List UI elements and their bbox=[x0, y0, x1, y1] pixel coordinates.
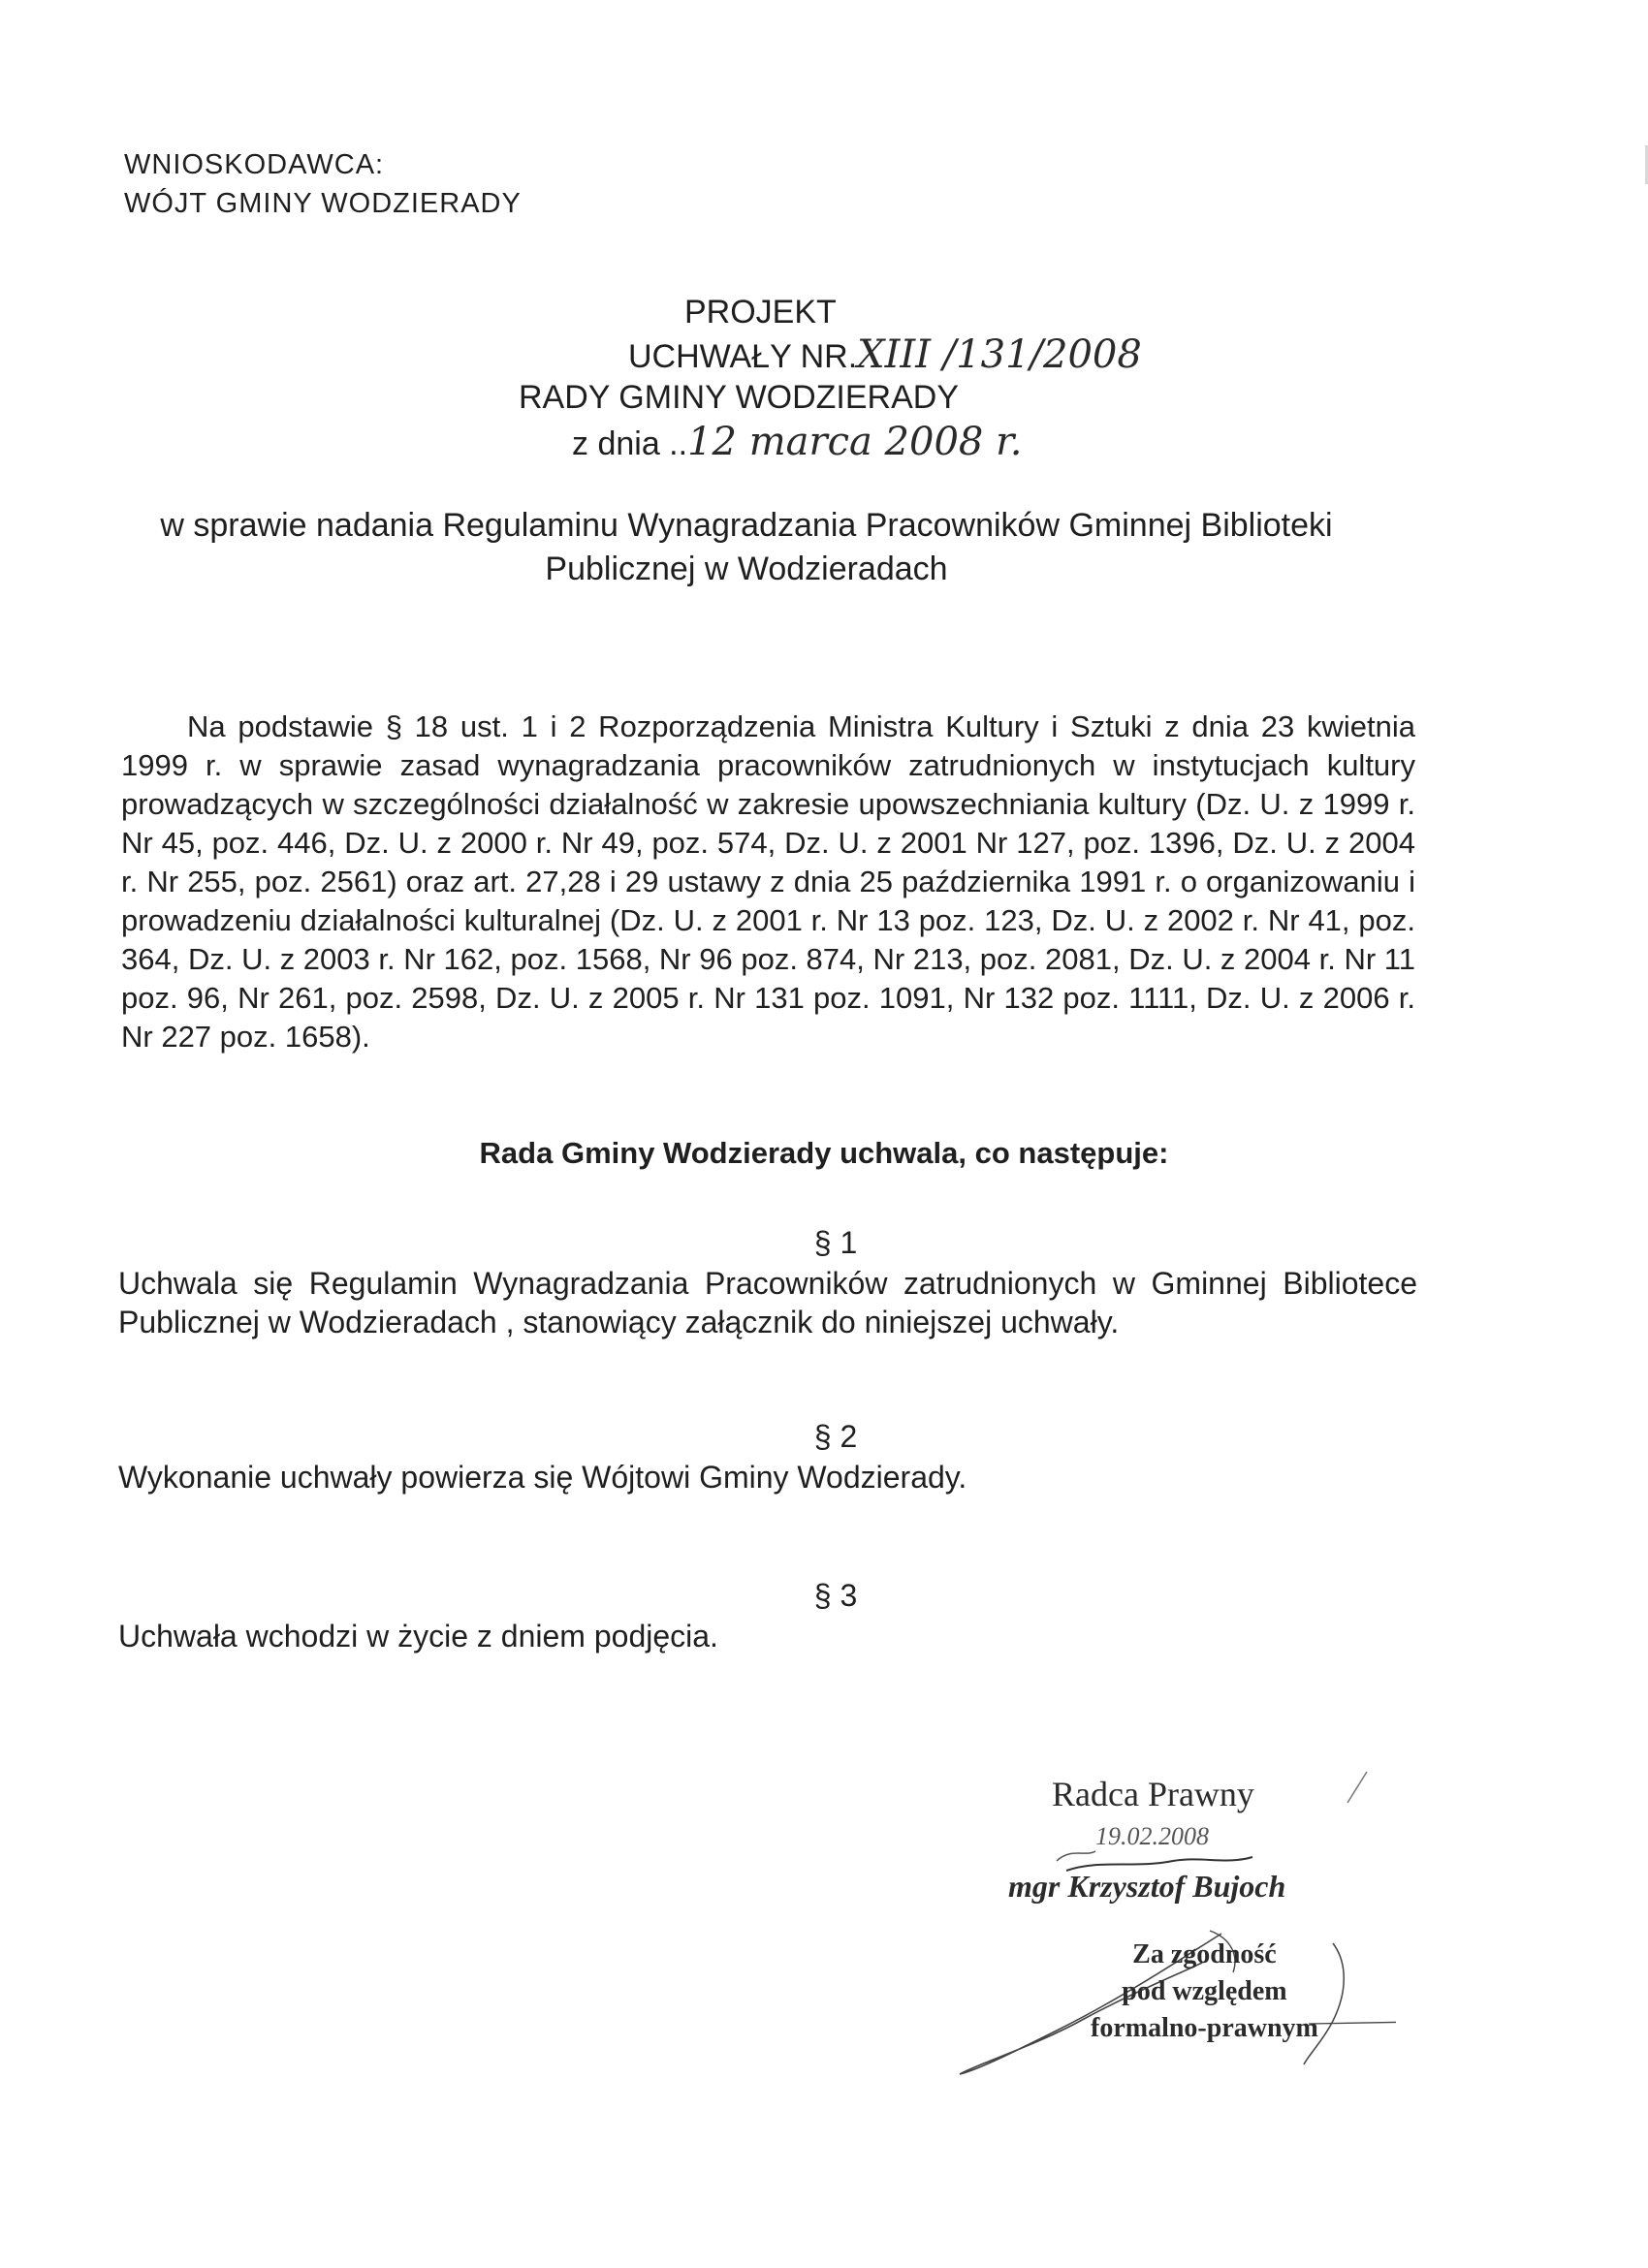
resolution-number-prefix: UCHWAŁY NR. bbox=[628, 338, 858, 375]
project-label: PROJEKT bbox=[684, 294, 837, 331]
section-3 bbox=[118, 1576, 1417, 1655]
stamp-name: mgr Krzysztof Bujoch bbox=[1008, 1869, 1286, 1904]
resolution-subject: w sprawie nadania Regulaminu Wynagradzania Pracowników Gminnej Biblioteki Publicznej w Wodzieradach bbox=[160, 507, 1333, 587]
applicant-block bbox=[124, 145, 522, 223]
section-3-mark: § 3 bbox=[813, 1578, 858, 1613]
section-2 bbox=[118, 1417, 1417, 1496]
stamp-line-3: formalno-prawnym bbox=[1091, 2013, 1318, 2043]
legal-basis-paragraph: Na podstawie § 18 ust. 1 i 2 Rozporządzenia Ministra Kultury i Sztuki z dnia 23 kwietnia 1999 r. w sprawie zasad wynagradzania pracowników zatrudnionych w instytucjach kultury prowadzących w szczególności działalność w zakresie upowszechniania kultury (Dz. U. z 1999 r. Nr 45, poz. 446, Dz. U. z 2000 r. Nr 49, poz. 574, Dz. U. z 2001 Nr 127, poz. 1396, Dz. U. z 2004 r. Nr 255, poz. 2561) oraz art. 27,28 i 29 ustawy z dnia 25 października 1991 r. o organizowaniu i prowadzeniu działalności kulturalnej (Dz. U. z 2001 r. Nr 13 poz. 123, Dz. U. z 2002 r. Nr 41, poz. 364, Dz. U. z 2003 r. Nr 162, poz. 1568, Nr 96 poz. 874, Nr 213, poz. 2081, Dz. U. z 2004 r. Nr 11 poz. 96, Nr 261, poz. 2598, Dz. U. z 2005 r. Nr 131 poz. 1091, Nr 132 poz. 1111, Dz. U. z 2006 r. Nr 227 poz. 1658). bbox=[121, 709, 1415, 1054]
resolution-date bbox=[572, 421, 1023, 465]
resolution-number-handwritten: XIII /131/2008 bbox=[857, 332, 1142, 377]
applicant-name: WÓJT GMINY WODZIERADY bbox=[124, 188, 522, 219]
stamp-line-1: Za zgodność bbox=[1132, 1939, 1277, 1969]
stamp-line-2: pod względem bbox=[1122, 1976, 1287, 2006]
council-name: RADY GMINY WODZIERADY bbox=[519, 379, 960, 416]
decision-heading: Rada Gminy Wodzierady uchwala, co następuje: bbox=[479, 1136, 1169, 1170]
section-1-text: Uchwala się Regulamin Wynagradzania Pracowników zatrudnionych w Gminnej Bibliotece Publicznej w Wodzieradach , stanowiący załącznik do niniejszej uchwały. bbox=[118, 1266, 1417, 1339]
legal-basis bbox=[121, 708, 1415, 1056]
section-1-mark: § 1 bbox=[813, 1225, 858, 1260]
section-1 bbox=[118, 1223, 1417, 1341]
stamp-date: 19.02.2008 bbox=[1095, 1822, 1209, 1850]
section-2-mark: § 2 bbox=[813, 1419, 858, 1454]
section-3-text: Uchwała wchodzi w życie z dniem podjęcia. bbox=[118, 1619, 718, 1654]
applicant-label: WNIOSKODAWCA: bbox=[124, 149, 385, 180]
stamp-title: Radca Prawny bbox=[1052, 1775, 1254, 1813]
resolution-date-prefix: z dnia .. bbox=[572, 425, 688, 462]
stamp-text bbox=[1091, 1937, 1318, 2047]
resolution-number bbox=[628, 333, 1142, 378]
section-2-text: Wykonanie uchwały powierza się Wójtowi Gminy Wodzierady. bbox=[118, 1460, 967, 1495]
resolution-date-handwritten: 12 marca 2008 r. bbox=[687, 420, 1023, 464]
